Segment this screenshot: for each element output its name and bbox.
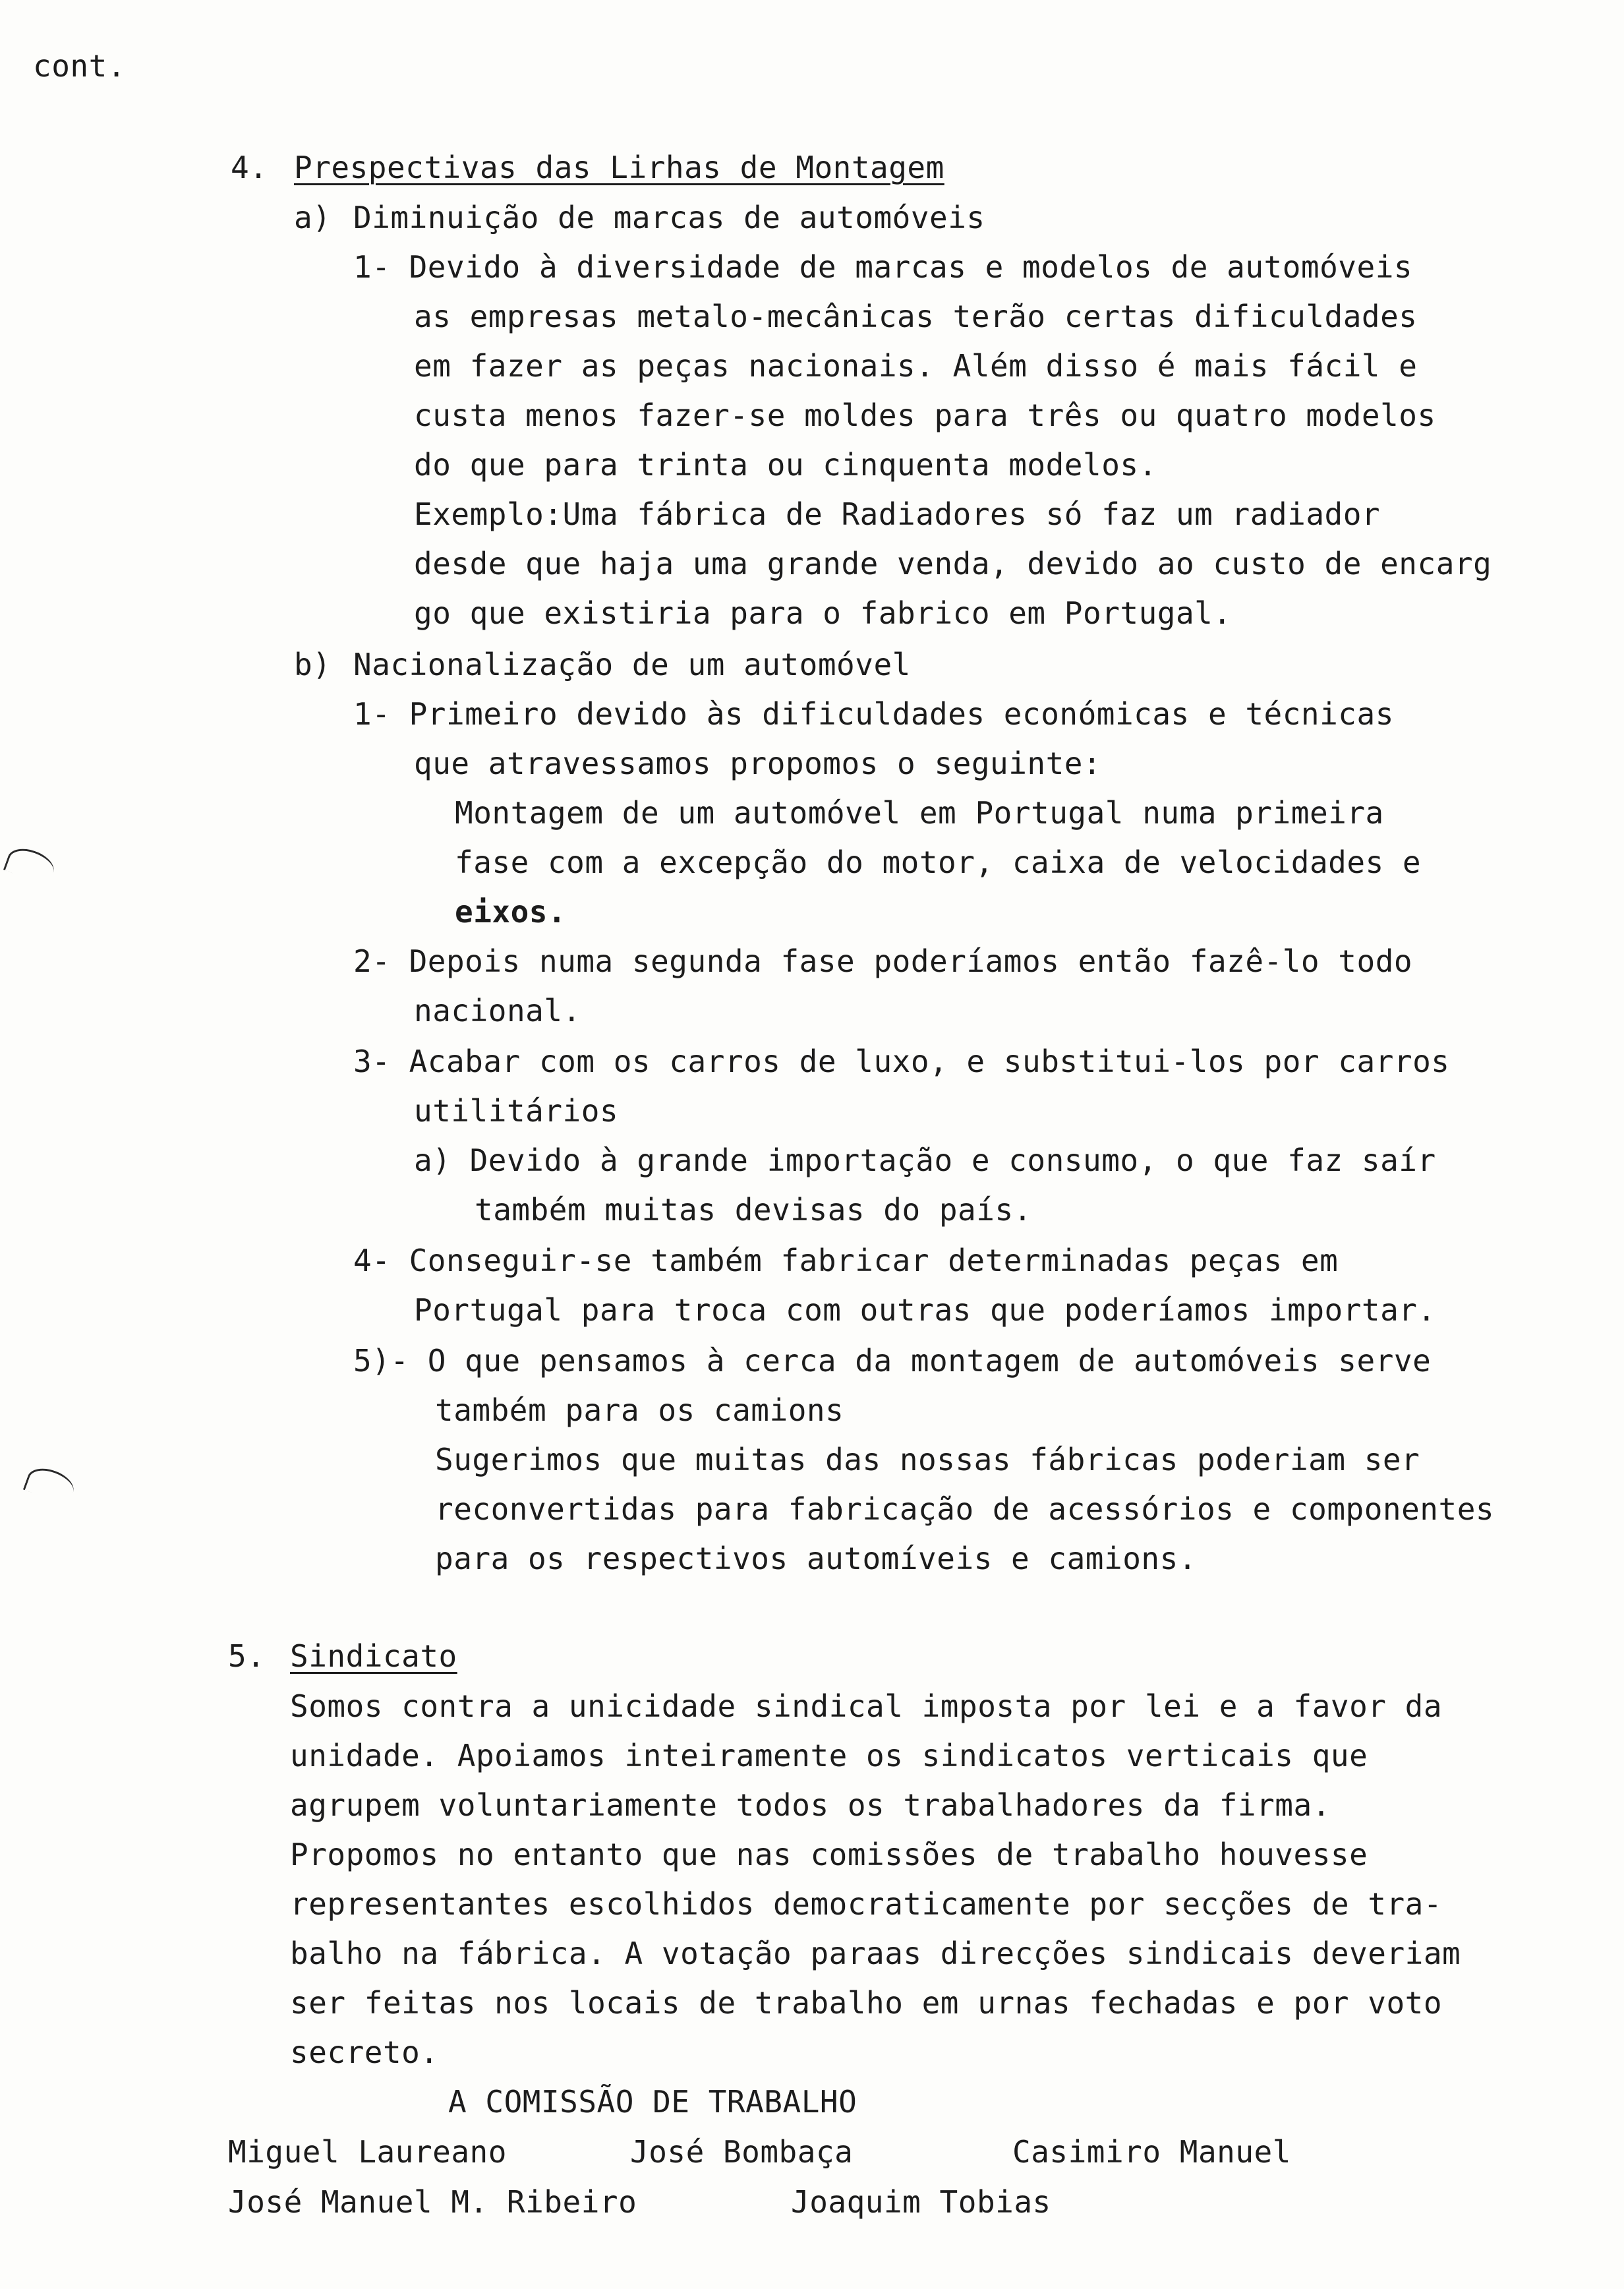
b1-line: eixos. [455, 894, 567, 930]
b3-line: 3- Acabar com os carros de luxo, e substitui-los por carros [353, 1044, 1450, 1079]
b1-line: que atravessamos propomos o seguinte: [414, 746, 1102, 781]
a1-line: do que para trinta ou cinquenta modelos. [414, 447, 1157, 483]
punch-mark [3, 843, 58, 886]
sub-a-label: a) [294, 200, 332, 235]
b4-line: Portugal para troca com outras que poderíamos importar. [414, 1292, 1436, 1328]
sub-b-label: b) [294, 647, 332, 682]
a1-line: custa menos fazer-se moldes para três ou quatro modelos [414, 398, 1436, 433]
section5-line: Somos contra a unicidade sindical imposta por lei e a favor da [290, 1688, 1443, 1724]
b5-line: também para os camions [435, 1392, 844, 1428]
b3a-line: a) Devido à grande importação e consumo, o que faz saír [414, 1143, 1436, 1178]
sub-b-title: Nacionalização de um automóvel [353, 647, 911, 682]
b4-line: 4- Conseguir-se também fabricar determinadas peças em [353, 1243, 1339, 1278]
b2-line: nacional. [414, 993, 581, 1028]
b5-line: Sugerimos que muitas das nossas fábricas poderiam ser [435, 1442, 1420, 1477]
b2-line: 2- Depois numa segunda fase poderíamos então fazê-lo todo [353, 943, 1413, 979]
b1-line: 1- Primeiro devido às dificuldades económicas e técnicas [353, 696, 1394, 732]
signatory-name: Miguel Laureano [228, 2134, 507, 2170]
a1-line: Exemplo:Uma fábrica de Radiadores só faz um radiador [414, 496, 1381, 532]
section4-heading: Prespectivas das Lirhas de Montagem [294, 150, 944, 185]
b5-line: reconvertidas para fabricação de acessórios e componentes [435, 1491, 1495, 1527]
section5-line: representantes escolhidos democraticamente por secções de tra- [290, 1886, 1443, 1922]
section4-number: 4. [231, 150, 268, 185]
committee-title: A COMISSÃO DE TRABALHO [448, 2084, 857, 2120]
b5-line: para os respectivos automíveis e camions. [435, 1541, 1197, 1576]
section5-line: unidade. Apoiamos inteiramente os sindicatos verticais que [290, 1738, 1368, 1773]
section5-line: agrupem voluntariamente todos os trabalhadores da firma. [290, 1787, 1331, 1823]
section5-number: 5. [228, 1638, 266, 1674]
b3-line: utilitários [414, 1093, 619, 1129]
a1-line: as empresas metalo-mecânicas terão certas dificuldades [414, 299, 1418, 334]
signatory-name: Joaquim Tobias [791, 2184, 1051, 2220]
signatory-name: Casimiro Manuel [1012, 2134, 1291, 2170]
cont-label: cont. [33, 48, 126, 84]
a1-line: go que existiria para o fabrico em Portugal. [414, 595, 1232, 631]
section5-line: ser feitas nos locais de trabalho em urnas fechadas e por voto [290, 1985, 1443, 2021]
sub-a-title: Diminuição de marcas de automóveis [353, 200, 985, 235]
b1-line: fase com a excepção do motor, caixa de velocidades e [455, 845, 1422, 880]
a1-line: em fazer as peças nacionais. Além disso é mais fácil e [414, 348, 1418, 384]
a1-line: 1- Devido à diversidade de marcas e modelos de automóveis [353, 249, 1413, 285]
b1-line: Montagem de um automóvel em Portugal numa primeira [455, 795, 1384, 831]
section5-line: balho na fábrica. A votação paraas direcções sindicais deveriam [290, 1936, 1461, 1971]
punch-mark [23, 1463, 78, 1506]
section5-line: secreto. [290, 2035, 439, 2070]
section5-heading: Sindicato [290, 1638, 457, 1674]
b3a-line: também muitas devisas do país. [475, 1192, 1032, 1228]
section5-line: Propomos no entanto que nas comissões de trabalho houvesse [290, 1837, 1368, 1872]
signatory-name: José Bombaça [630, 2134, 854, 2170]
a1-line: desde que haja uma grande venda, devido ao custo de encarg [414, 546, 1492, 581]
signatory-name: José Manuel M. Ribeiro [228, 2184, 637, 2220]
b5-line: 5)- O que pensamos à cerca da montagem de automóveis serve [353, 1343, 1432, 1379]
